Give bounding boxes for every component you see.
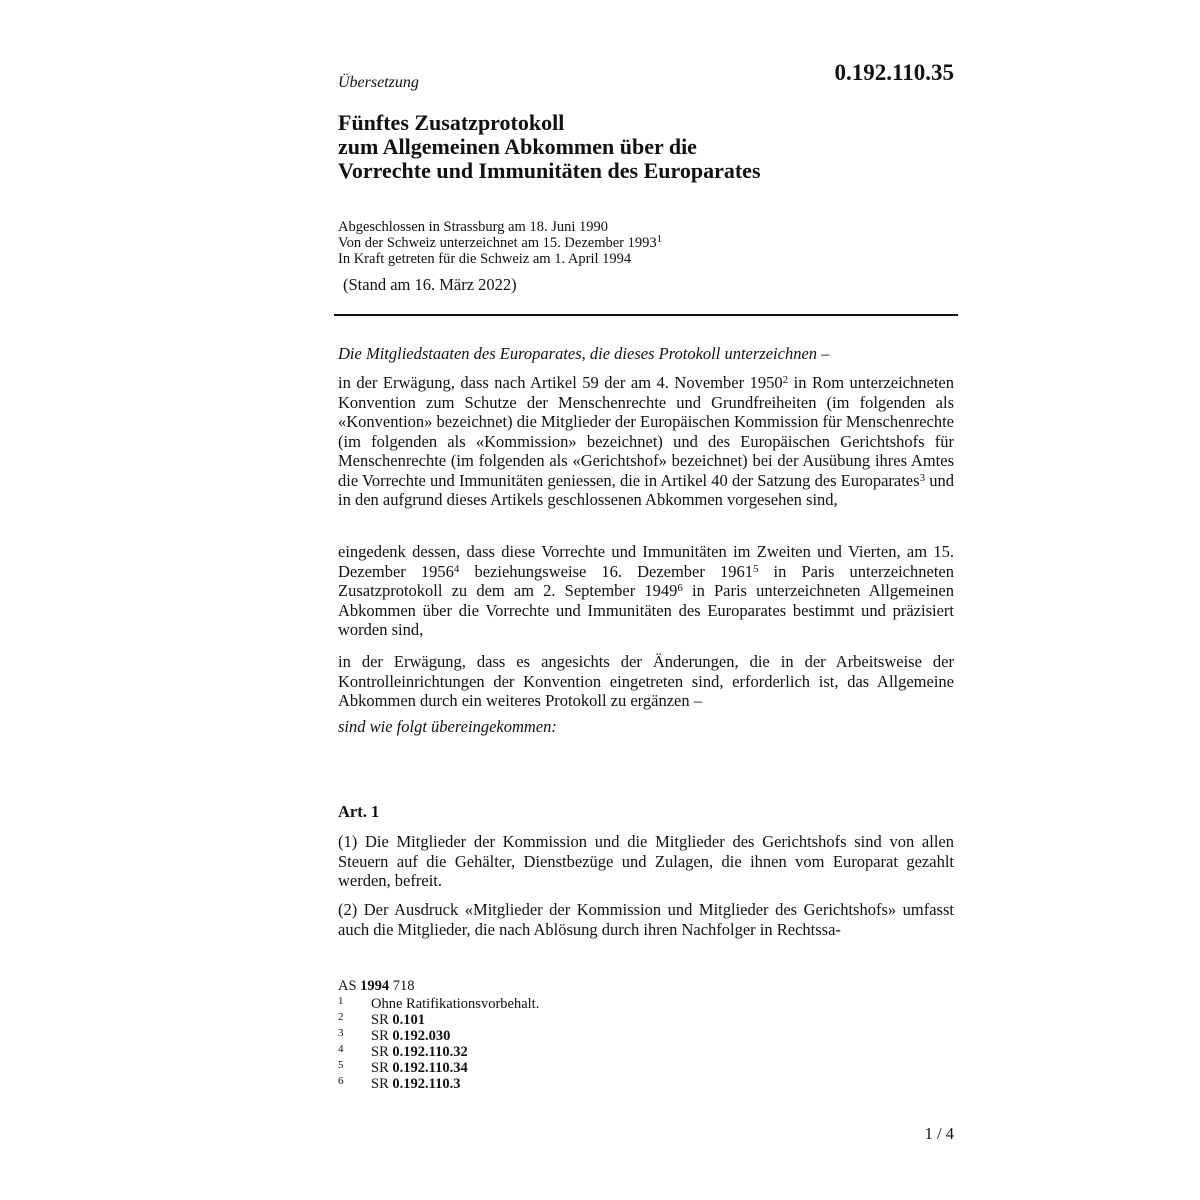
footnote-item xyxy=(338,1043,468,1060)
footnote-ref[interactable]: 5 xyxy=(752,562,759,575)
footnote-number: 2 xyxy=(338,1011,344,1023)
sr-link[interactable]: 0.192.110.3 xyxy=(392,1076,461,1092)
footnote-text: SR 0.192.110.32 xyxy=(371,1044,468,1060)
footnote-number: 3 xyxy=(338,1027,344,1039)
footnote-item xyxy=(338,1011,425,1028)
footnote-ref[interactable]: 6 xyxy=(677,582,683,594)
signed-text: Von der Schweiz unterzeichnet am 15. Dezember 1993 xyxy=(338,235,657,251)
sr-link[interactable]: 0.192.110.32 xyxy=(392,1044,468,1060)
document-number: 0.192.110.35 xyxy=(834,60,954,85)
treaty-metadata xyxy=(338,219,662,267)
footnote-item xyxy=(338,1075,461,1092)
article-1-paragraph-1: (1) Die Mitglieder der Kommission und die Mitglieder des Gerichtshofs sind von allen Steuern auf die Gehälter, Dienstbezüge und Zulagen, die ihnen vom Europarat gezahlt werden, befreit. xyxy=(338,832,954,890)
footnotes xyxy=(338,978,540,1092)
preamble-paragraph-3: in der Erwägung, dass es angesichts der Änderungen, die in der Arbeitsweise der Kontrolleinrichtungen der Konvention eingetreten sind, erforderlich ist, das Allgemeine Abkommen durch ein weiteres Protokoll zu ergänzen – xyxy=(338,652,954,710)
document-title xyxy=(338,111,761,183)
preamble-p1-text-a: in der Erwägung, dass nach Artikel 59 der am 4. November 1950 xyxy=(338,373,783,392)
footnote-item xyxy=(338,1059,468,1076)
translation-label: Übersetzung xyxy=(338,74,419,91)
preamble-p2-text-b: beziehungsweise 16. Dezember 1961 xyxy=(459,561,753,581)
footnote-ref[interactable]: 2 xyxy=(782,374,789,386)
footnote-text: SR 0.192.110.3 xyxy=(371,1076,461,1092)
footnote-text: SR 0.192.030 xyxy=(371,1028,451,1044)
sr-link[interactable]: 0.192.030 xyxy=(392,1028,451,1044)
title-line-2: zum Allgemeinen Abkommen über die xyxy=(338,134,697,159)
page-number: 1 / 4 xyxy=(924,1124,954,1143)
footnote-item xyxy=(338,995,540,1012)
footnote-number: 1 xyxy=(338,995,344,1007)
in-force-line: In Kraft getreten für die Schweiz am 1. April 1994 xyxy=(338,251,632,267)
preamble-paragraph-2 xyxy=(338,542,954,640)
preamble-paragraph-1 xyxy=(338,373,954,510)
preamble-agreement: sind wie folgt übereingekommen: xyxy=(338,717,557,736)
footnote-text: Ohne Ratifikationsvorbehalt. xyxy=(371,996,540,1012)
preamble-p1-text-b: in Rom unterzeichneten Konvention zum Schutze der Menschenrechte und Grundfreiheiten (im folgenden als «Konvention» bezeichnet) die Mitglieder der Europäischen Kommission für Menschenrechte (im folgenden als «Kommission» bezeichnet) und des Europäischen Gerichtshofs für Menschenrechte (im folgenden als «Gerichtshof» bezeichnet) bei der Ausübung ihres Amtes die Vorrechte und Immunitäten geniessen, die in Artikel 40 der Satzung des Europarates xyxy=(338,373,954,490)
footnote-number: 6 xyxy=(338,1075,344,1087)
header-divider xyxy=(334,314,958,316)
footnote-ref[interactable]: 3 xyxy=(919,471,926,484)
title-line-3: Vorrechte und Immunitäten des Europarates xyxy=(338,158,761,183)
sr-link[interactable]: 0.101 xyxy=(392,1012,425,1028)
article-1-paragraph-2: (2) Der Ausdruck «Mitglieder der Kommission und Mitglieder des Gerichtshofs» umfasst auch die Mitglieder, die nach Ablösung durch ihren Nachfolger in Rechtssa- xyxy=(338,900,954,939)
preamble-p1-text-c: und in den aufgrund dieses Artikels geschlossenen Abkommen vorgesehen sind, xyxy=(338,470,954,509)
footnote-ref[interactable]: 4 xyxy=(453,562,460,575)
preamble-p2-text-a: eingedenk dessen, dass diese Vorrechte und Immunitäten im Zweiten und Vierten, am 15. Dezember 1956 xyxy=(338,542,954,581)
concluded-line: Abgeschlossen in Strassburg am 18. Juni 1990 xyxy=(338,219,608,235)
preamble-p2-text-c: in Paris unterzeichneten Zusatzprotokoll zu dem am 2. September 1949 xyxy=(338,561,954,600)
footnote-number: 4 xyxy=(338,1043,344,1055)
title-line-1: Fünftes Zusatzprotokoll xyxy=(338,110,565,135)
footnote-item xyxy=(338,1027,451,1044)
signed-line xyxy=(338,235,662,251)
preamble-p2-text-d: in Paris unterzeichneten Allgemeinen Abkommen über die Vorrechte und Immunitäten des Europarates bestimmt und präzisiert worden sind, xyxy=(338,581,954,639)
footnote-number: 5 xyxy=(338,1059,344,1071)
footnote-text: SR 0.192.110.34 xyxy=(371,1060,468,1076)
article-1-heading: Art. 1 xyxy=(338,802,380,821)
status-date: (Stand am 16. März 2022) xyxy=(343,275,517,294)
sr-link[interactable]: 0.192.110.34 xyxy=(392,1060,468,1076)
preamble-intro: Die Mitgliedstaaten des Europarates, die dieses Protokoll unterzeichnen – xyxy=(338,344,830,363)
footnote-ref[interactable]: 1 xyxy=(656,233,663,245)
official-compilation-ref: AS 1994 718 xyxy=(338,978,415,994)
footnote-text: SR 0.101 xyxy=(371,1012,425,1028)
